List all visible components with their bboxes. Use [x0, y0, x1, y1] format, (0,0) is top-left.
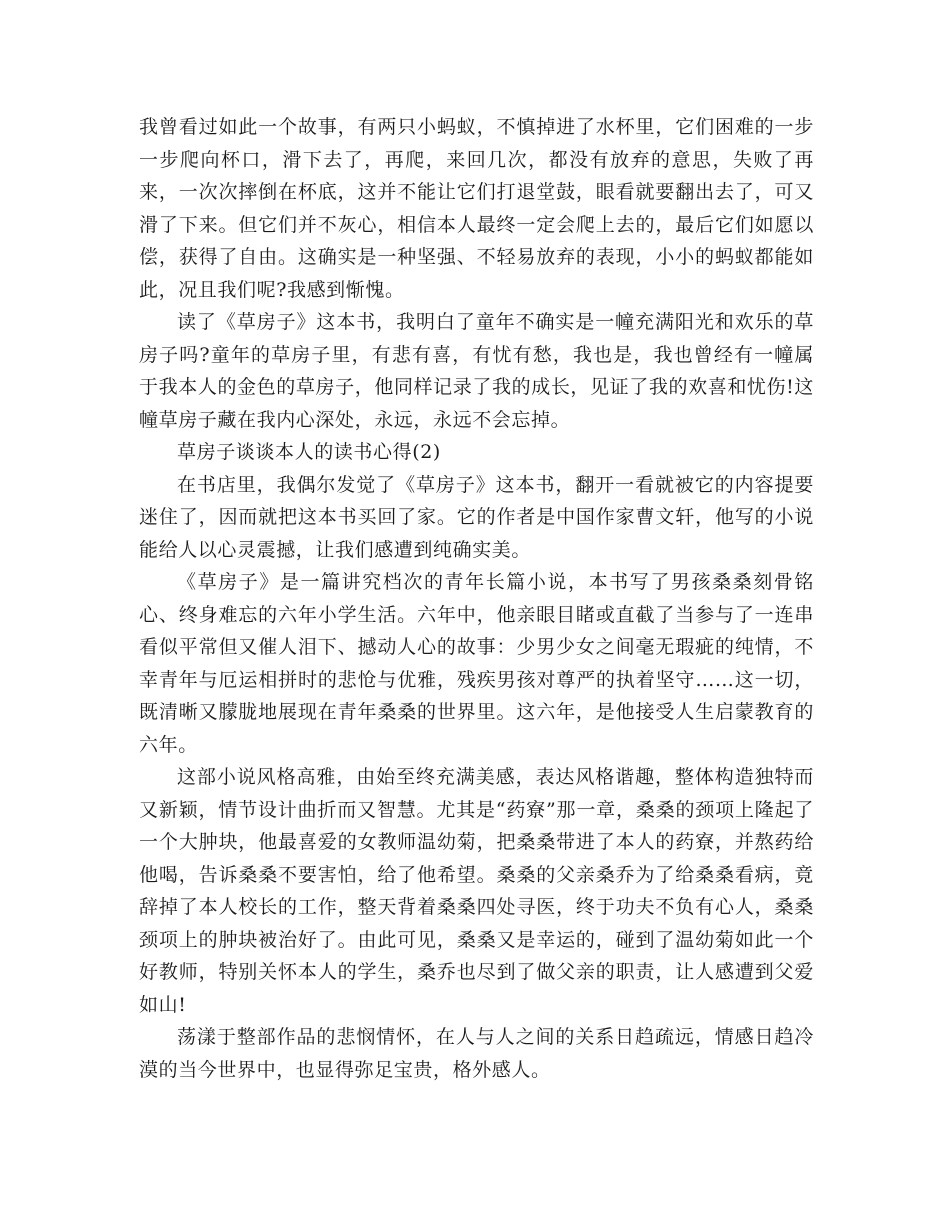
- paragraph-conclusion: 荡漾于整部作品的悲悯情怀，在人与人之间的关系日趋疏远，情感日趋冷漠的当今世界中，也显得弥足宝贵，格外感人。: [139, 1026, 814, 1081]
- section-heading: 草房子谈谈本人的读书心得(2): [177, 441, 441, 463]
- paragraph-childhood-reflection: 读了《草房子》这本书，我明白了童年不确实是一幢充满阳光和欢乐的草房子吗?童年的草房子里，有悲有喜，有忧有愁，我也是，我也曾经有一幢属于我本人的金色的草房子，他同样记录了我的成长，见证了我的欢喜和忧伤!这幢草房子藏在我内心深处，永远，永远不会忘掉。: [139, 311, 814, 431]
- document-page: [139, 111, 814, 1086]
- paragraph-novel-summary: 《草房子》是一篇讲究档次的青年长篇小说，本书写了男孩桑桑刻骨铭心、终身难忘的六年小学生活。六年中，他亲眼目睹或直截了当参与了一连串看似平常但又催人泪下、撼动人心的故事：少男少女之间毫无瑕疵的纯情，不幸青年与厄运相拼时的悲怆与优雅，残疾男孩对尊严的执着坚守……这一切，既清晰又朦胧地展现在青年桑桑的世界里。这六年，是他接受人生启蒙教育的六年。: [139, 571, 814, 756]
- paragraph-style-and-plot: 这部小说风格高雅，由始至终充满美感，表达风格谐趣，整体构造独特而又新颖，情节设计曲折而又智慧。尤其是“药寮”那一章，桑桑的颈项上隆起了一个大肿块，他最喜爱的女教师温幼菊，把桑桑带进了本人的药寮，并熬药给他喝，告诉桑桑不要害怕，给了他希望。桑桑的父亲桑乔为了给桑桑看病，竟辞掉了本人校长的工作，整天背着桑桑四处寻医，终于功夫不负有心人，桑桑颈项上的肿块被治好了。由此可见，桑桑又是幸运的，碰到了温幼菊如此一个好教师，特别关怀本人的学生，桑乔也尽到了做父亲的职责，让人感遭到父爱如山!: [139, 766, 814, 1016]
- paragraph-bookstore: 在书店里，我偶尔发觉了《草房子》这本书，翻开一看就被它的内容提要迷住了，因而就把这本书买回了家。它的作者是中国作家曹文轩，他写的小说能给人以心灵震撼，让我们感遭到纯确实美。: [139, 473, 814, 561]
- paragraph-ants-story: 我曾看过如此一个故事，有两只小蚂蚁，不慎掉进了水杯里，它们困难的一步一步爬向杯口，滑下去了，再爬，来回几次，都没有放弃的意思，失败了再来，一次次摔倒在杯底，这并不能让它们打退堂鼓，眼看就要翻出去了，可又滑了下来。但它们并不灰心，相信本人最终一定会爬上去的，最后它们如愿以偿，获得了自由。这确实是一种坚强、不轻易放弃的表现，小小的蚂蚁都能如此，况且我们呢?我感到惭愧。: [139, 116, 814, 301]
